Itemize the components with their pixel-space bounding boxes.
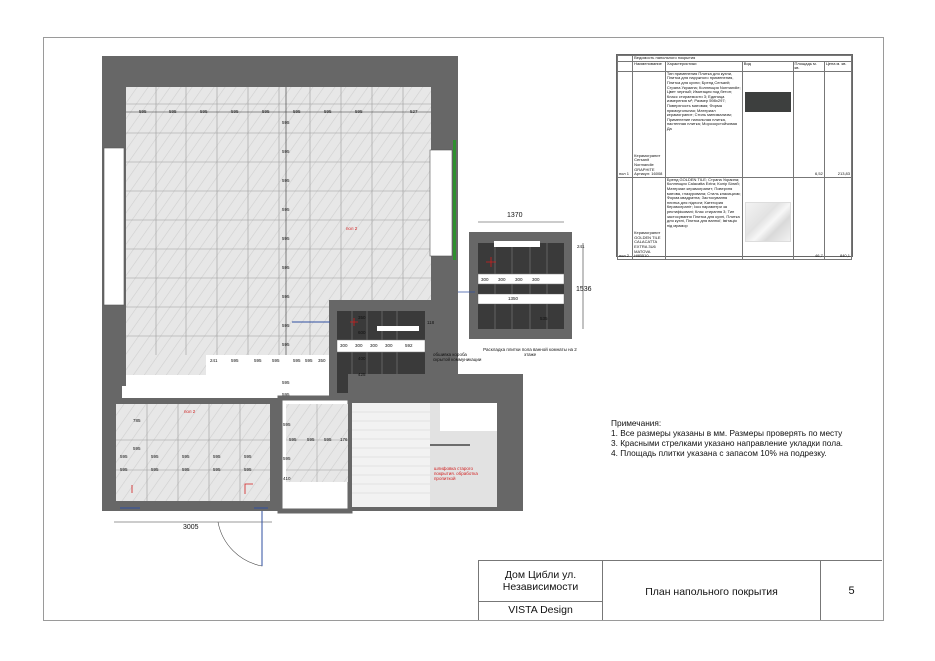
- sheet-number: 5: [848, 585, 855, 597]
- dim-label: 595: [289, 437, 297, 442]
- dim-label: 300: [481, 277, 489, 282]
- dim-label: 595: [182, 454, 190, 459]
- lower-room: [110, 398, 280, 566]
- swatch-marble: [742, 177, 793, 259]
- dim-label: 595: [282, 342, 290, 347]
- dim-label: 176: [340, 437, 348, 442]
- dim-label: 595: [120, 454, 128, 459]
- flooring-schedule: [616, 54, 853, 257]
- dim-label: 595: [282, 178, 290, 183]
- header-name: Наименование: [633, 61, 666, 71]
- header-specs: Характеристики: [665, 61, 742, 71]
- table-row: пол 1 Керамогранит Cersanit Normandie GRAPHITE Артикул: 16008 Тип применения Плитка для кухни, Плитка для наружного применения, Плитка для кухни; Бренд Cersanit; Страна Украина; Коллекция Normandie; Цвет черный; Имитация под бетон; Класс стираемости 3; Единица измерения м²; Размер 598х297; Поверхность матовая; Форма прямоугольная; Материал керамогранит; Стиль минимализм; Применение напольная плитка, настенная плитка; Морозоустойчивая Да 6,52 213,83: [619, 70, 850, 177]
- header-price: Цена м. кв.: [824, 61, 851, 71]
- dim-label: 535: [540, 316, 548, 321]
- dim-label: 595: [169, 109, 177, 114]
- dim-label: 595: [231, 358, 239, 363]
- dim-label: 595: [307, 437, 315, 442]
- dim-label: 595: [133, 446, 141, 451]
- dim-label: 595: [283, 456, 291, 461]
- dim-label: 595: [324, 437, 332, 442]
- dim-label: 350: [358, 315, 366, 320]
- header-view: Вид: [742, 61, 793, 71]
- stair-note: шлифовка старого покрытия. обработка пропиткой: [434, 466, 478, 481]
- header-area: Площадь м. кв.: [793, 61, 824, 71]
- dim-label: 595: [282, 149, 290, 154]
- dim-label: 595: [200, 109, 208, 114]
- dim-label: 595: [213, 454, 221, 459]
- dim-label: 595: [282, 380, 290, 385]
- dim-label: 1536: [576, 286, 592, 293]
- dim-label: 527: [410, 109, 418, 114]
- bath2-caption: Раскладка плитки пола ванной комнаты на 2 этаже: [483, 347, 577, 357]
- dim-label: 592: [405, 343, 413, 348]
- dim-label: 595: [282, 120, 290, 125]
- box-note: обшивка короба скрытой коммуникации: [433, 352, 482, 362]
- dim-label: 595: [282, 207, 290, 212]
- dim-label: 300: [355, 343, 363, 348]
- schedule-title: Ведомость напольного покрытия: [633, 56, 852, 62]
- dim-label: 595: [282, 294, 290, 299]
- dim-label: 300: [515, 277, 523, 282]
- dim-label: 300: [340, 343, 348, 348]
- dim-label: 595: [182, 467, 190, 472]
- dim-label: 1350: [508, 296, 519, 301]
- dim-label: 595: [213, 467, 221, 472]
- dim-label: 595: [282, 323, 290, 328]
- notes: [611, 418, 843, 458]
- dim-label: 595: [244, 467, 252, 472]
- dim-label: 300: [498, 277, 506, 282]
- dim-label: 300: [370, 343, 378, 348]
- dim-label: 350: [318, 358, 326, 363]
- dim-label: 595: [151, 467, 159, 472]
- dim-label: 595: [282, 236, 290, 241]
- dim-label: 410: [283, 476, 291, 481]
- dim-label: 425: [358, 372, 366, 377]
- dim-label: 1370: [507, 212, 523, 219]
- sheet-title: План напольного покрытия: [645, 586, 778, 598]
- dim-overall: 3005: [183, 524, 199, 531]
- dim-label: 595: [293, 358, 301, 363]
- dim-label: 241: [210, 358, 218, 363]
- dim-label: 595: [244, 454, 252, 459]
- dim-label: 595: [151, 454, 159, 459]
- dim-label: 400: [358, 356, 366, 361]
- table-row: пол 2 Керамогранит GOLDEN TILE CALACATTA EXTRA 3U6 MATOVA H9B510 Бренд GOLDEN TILE; Страна Украина; Коллекция Calacatta Extra; Колір Білий; Материал керамогранит; Поверхня матова, глазурована; Стиль класицизм; Форма квадратна; Застосування плитка для підлоги; Категория Керамограніт; Ізоз параметри за ректифіковані; Клас стирання 3; Тип застосування Плитка для кухні, Плитка для кухні, Плитка для ванної; Імітація під мрамор 46,7 840,1: [619, 176, 850, 259]
- dim-label: 300: [532, 277, 540, 282]
- dim-label: 595: [139, 109, 147, 114]
- dim-label: 241: [577, 244, 585, 249]
- dim-label: 785: [133, 418, 141, 423]
- room-label-lower: пол 2: [184, 409, 196, 414]
- dim-label: 595: [282, 265, 290, 270]
- dim-label: 595: [324, 109, 332, 114]
- dim-label: 595: [231, 109, 239, 114]
- dim-label: 595: [283, 422, 291, 427]
- notes-title: Примечания:: [611, 418, 662, 428]
- dim-label: 595: [262, 109, 270, 114]
- dim-label: 118: [427, 320, 435, 325]
- staircase: [348, 374, 523, 511]
- dim-label: 595: [293, 109, 301, 114]
- dim-label: 595: [254, 358, 262, 363]
- project-name: Дом Цибли ул. Независимости: [502, 569, 579, 593]
- dim-label: 595: [282, 392, 290, 397]
- dim-label: 595: [305, 358, 313, 363]
- note-item: 4. Площадь плитки указана с запасом 10% на подрезку.: [611, 448, 827, 458]
- title-block: [478, 560, 882, 620]
- note-item: 1. Все размеры указаны в мм. Размеры проверять по месту: [611, 428, 843, 438]
- swatch-graphite: [742, 71, 793, 177]
- note-item: 3. Красными стрелками указано направление укладки пола.: [611, 438, 843, 448]
- dim-label: 595: [120, 467, 128, 472]
- dim-label: 595: [272, 358, 280, 363]
- dim-label: 300: [385, 343, 393, 348]
- room-label-upper: пол 2: [346, 226, 358, 231]
- dim-label: 600: [358, 330, 366, 335]
- studio-name: VISTA Design: [479, 601, 602, 616]
- dim-label: 595: [355, 109, 363, 114]
